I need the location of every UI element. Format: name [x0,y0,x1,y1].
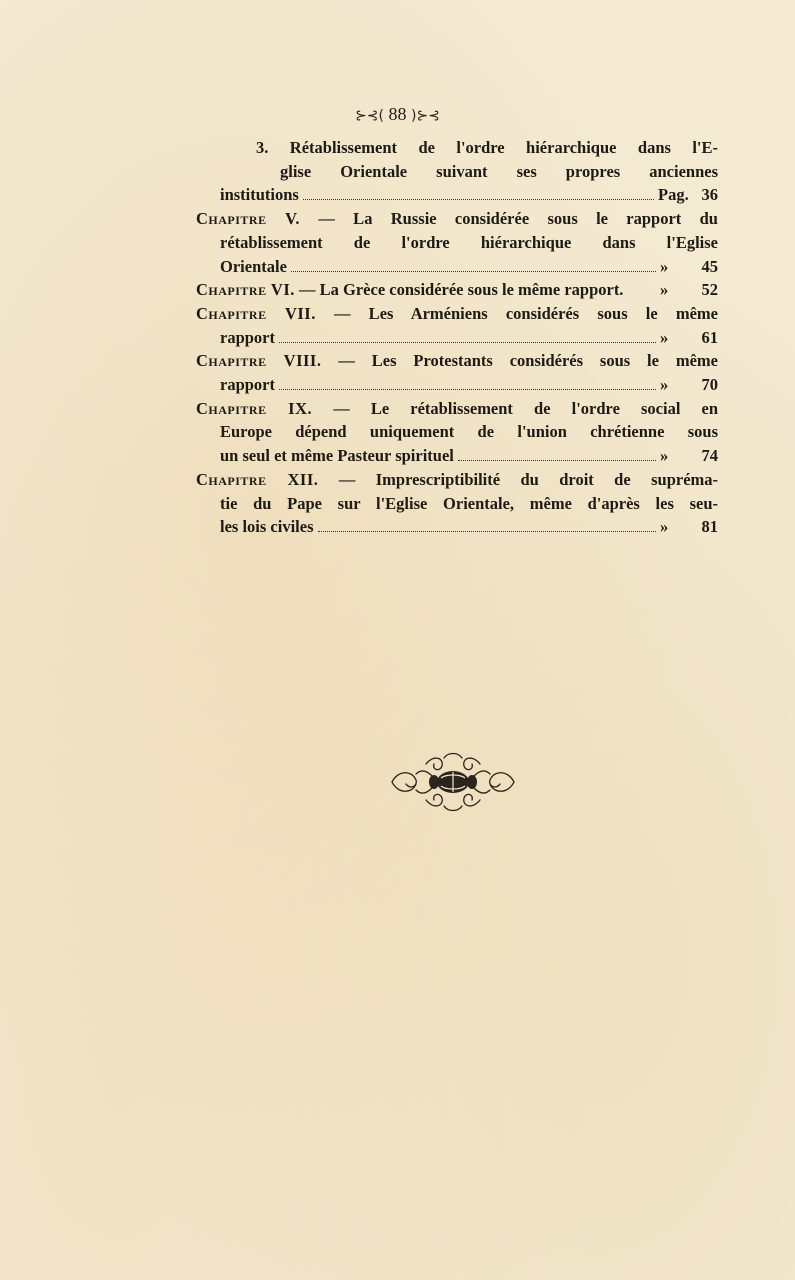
toc-chapter-6-line-1: Chapitre VI. — La Grèce considérée sous le même rapport. » 52 [196,278,718,302]
chapter-label: Chapitre IX. [196,398,313,418]
dot-leader [291,261,656,271]
toc-entry-3-line-3: institutions Pag. 36 [196,183,718,207]
toc-chapter-7-line-1: Chapitre VII. — Les Arméniens considérés sous le même [196,303,718,323]
page-ref: 74 [701,446,718,466]
toc-chapter-12-line-2: tie du Pape sur l'Eglise Orientale, même d'après les seu- [220,493,718,513]
ditto-mark: » [660,280,669,300]
toc-entry-chapter-7 [196,302,718,349]
toc-chapter-9-line-3: un seul et même Pasteur spirituel » 74 [196,444,718,468]
fleuron-ornament-icon [386,752,520,812]
page-ref: 61 [701,327,718,347]
toc-entry-3-line-2: glise Orientale suivant ses propres anciennes [280,161,718,181]
toc-entry-3-line-1: 3. Rétablissement de l'ordre hiérarchique dans l'E- [256,138,719,157]
toc-chapter-5-line-2: rétablissement de l'ordre hiérarchique dans l'Eglise [220,232,718,252]
ditto-mark: » [660,375,669,395]
toc-chapter-12-line-1: Chapitre XII. — Imprescriptibilité du droit de supréma- [196,469,719,489]
page-ref: 45 [701,256,718,276]
dot-leader [318,522,657,532]
toc-chapter-7-line-2: rapport » 61 [196,326,718,350]
header-right-ornament: )⊱⊰ [411,108,440,124]
page-header [0,104,795,125]
toc-entry-chapter-12 [196,468,718,539]
toc-chapter-8-line-2: rapport » 70 [196,373,718,397]
chapter-label: Chapitre V. [196,209,301,229]
toc-entry-3 [196,136,718,207]
table-of-contents [196,136,718,539]
dot-leader [279,380,656,390]
toc-chapter-9-line-1: Chapitre IX. — Le rétablissement de l'ordre social en [196,398,719,418]
ditto-mark: » [660,517,669,537]
toc-entry-chapter-8 [196,349,718,396]
toc-entry-chapter-5 [196,207,718,278]
dot-leader [458,451,656,461]
toc-chapter-12-line-3: les lois civiles » 81 [196,515,718,539]
page-label: Pag. [658,185,689,205]
toc-chapter-5-line-1: Chapitre V. — La Russie considérée sous le rapport du [196,209,718,229]
toc-entry-chapter-9 [196,397,718,468]
toc-entry-3-number: 3. [256,138,269,157]
dot-leader [279,333,656,343]
dot-leader [303,190,654,200]
page-ref: 36 [701,185,718,205]
chapter-label: Chapitre VI. [196,280,295,300]
page-number: 88 [388,104,407,124]
chapter-label: Chapitre XII. [196,469,319,489]
toc-chapter-5-line-3: Orientale » 45 [196,255,718,279]
page-ref: 70 [701,375,718,395]
page-ref: 81 [701,517,718,537]
toc-entry-chapter-6 [196,278,718,302]
ditto-mark: » [660,446,669,466]
ditto-mark: » [660,327,669,347]
toc-chapter-9-line-2: Europe dépend uniquement de l'union chrétienne sous [220,422,718,442]
chapter-label: Chapitre VII. [196,303,316,323]
page-ref: 52 [701,280,718,300]
ditto-mark: » [660,256,669,276]
header-left-ornament: ⊱⊰( [355,108,384,124]
chapter-label: Chapitre VIII. [196,351,322,371]
toc-chapter-8-line-1: Chapitre VIII. — Les Protestants considérés sous le même [196,351,718,371]
